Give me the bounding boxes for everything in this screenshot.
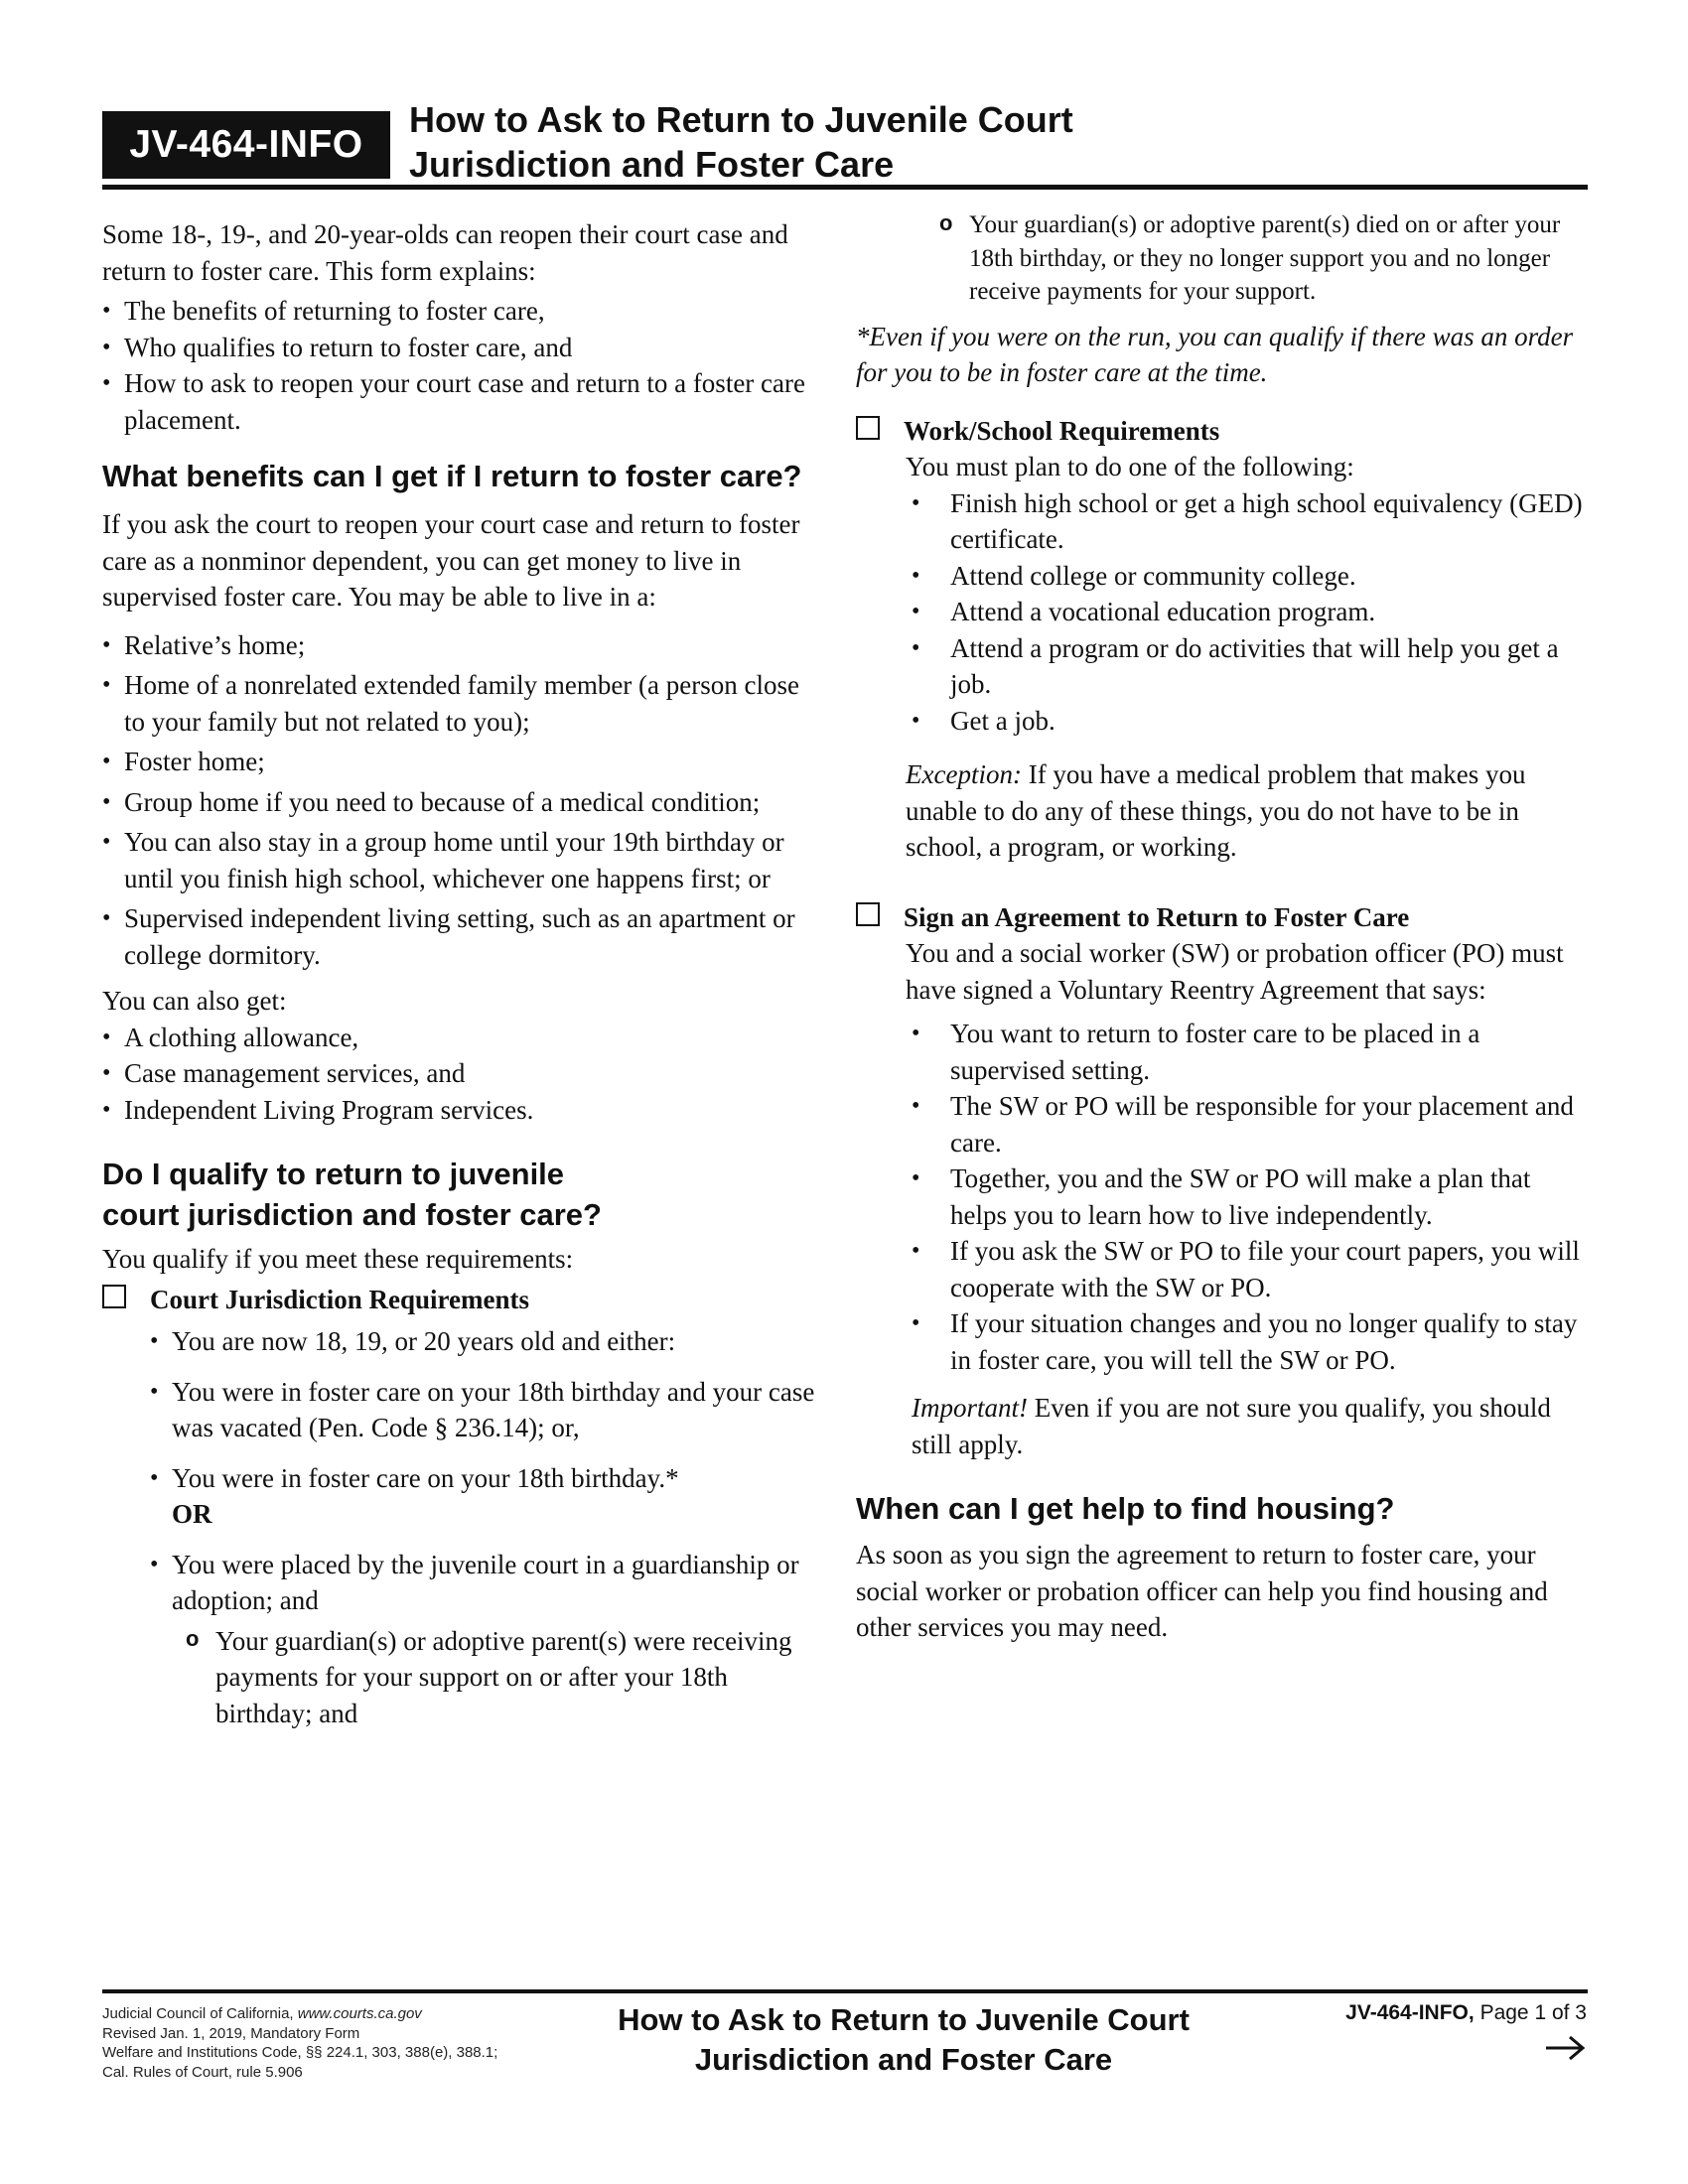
housing-text: As soon as you sign the agreement to return to foster care, your social worker or probation officer can help you find housing and other services you may need.: [856, 1540, 1548, 1642]
footer-website[interactable]: www.courts.ca.gov: [297, 2005, 422, 2022]
list-item: • Foster home;: [102, 744, 817, 780]
footer-code: Welfare and Institutions Code, §§ 224.1, 303, 388(e), 388.1;: [102, 2044, 498, 2061]
benefits-heading: What benefits can I get if I return to foster care?: [102, 459, 802, 493]
court-requirements-checkbox[interactable]: [102, 1285, 126, 1308]
agreement-row: [856, 899, 1591, 936]
list-item: • The SW or PO will be responsible for your placement and care.: [906, 1088, 1591, 1160]
list-item: • Attend a program or do activities that will help you get a job.: [906, 630, 1591, 703]
intro-list: [102, 293, 817, 438]
agreement-checkbox[interactable]: [856, 902, 880, 926]
list-item: • Group home if you need to because of a medical condition;: [102, 784, 817, 821]
work-list: [906, 485, 1591, 740]
qualify-heading: [102, 1154, 817, 1235]
work-requirements-heading: Work/School Requirements: [904, 415, 1220, 446]
exception-label: Exception:: [906, 759, 1022, 789]
footer-title: [556, 2000, 1251, 2080]
also-get-text: You can also get:: [102, 986, 287, 1016]
continued-sub-list: [856, 208, 1591, 309]
important-label: Important!: [912, 1393, 1028, 1423]
agreement-list: [906, 1016, 1591, 1378]
agreement-body: [856, 935, 1591, 1462]
work-intro: You must plan to do one of the following:: [906, 452, 1354, 481]
form-title-line1: How to Ask to Return to Juvenile Court: [409, 99, 1073, 140]
exception-body: If you have a medical problem that makes you unable to do any of these things, you do not have to be in school, a program, or working.: [906, 759, 1526, 862]
list-item: • Home of a nonrelated extended family member (a person close to your family but not related to you);: [102, 667, 817, 740]
qualify-heading-line2: court jurisdiction and foster care?: [102, 1197, 602, 1232]
footer-title-line2: Jurisdiction and Foster Care: [694, 2042, 1113, 2077]
or-label: OR: [172, 1499, 212, 1529]
footer-form-id: JV-464-INFO,: [1345, 2001, 1475, 2024]
list-item-text: You were in foster care on your 18th birthday.*: [172, 1462, 679, 1493]
form-title: [409, 97, 1303, 187]
list-item: • Who qualifies to return to foster care, and: [102, 330, 817, 366]
sub-list-item: o Your guardian(s) or adoptive parent(s) died on or after your 18th birthday, or they no longer support you and no longer receive payments for your support.: [937, 208, 1591, 309]
footer-rule: [102, 1989, 1588, 1993]
list-item: • A clothing allowance,: [102, 1020, 817, 1056]
agreement-heading: Sign an Agreement to Return to Foster Care: [904, 901, 1410, 932]
list-item: • Case management services, and: [102, 1055, 817, 1092]
run-note: *Even if you were on the run, you can qualify if there was an order for you to be in foster care at the time.: [856, 321, 1574, 387]
qualify-intro: You qualify if you meet these requirements:: [102, 1244, 574, 1274]
list-item: • The benefits of returning to foster care,: [102, 293, 817, 330]
living-options-list: [102, 627, 817, 974]
list-item: • Relative’s home;: [102, 627, 817, 664]
footer-council: Judicial Council of California,: [102, 2005, 298, 2022]
right-column: [856, 208, 1591, 1646]
benefits-text: If you ask the court to reopen your court case and return to foster care as a nonminor dependent, you can get money to live in supervised foster care. You may be able to live in a:: [102, 509, 800, 612]
list-item: • Independent Living Program services.: [102, 1092, 817, 1129]
list-item: • You were in foster care on your 18th birthday and your case was vacated (Pen. Code § 236.14); or,: [150, 1374, 817, 1446]
qualify-heading-line1: Do I qualify to return to juvenile: [102, 1157, 565, 1191]
form-title-line2: Jurisdiction and Foster Care: [409, 144, 895, 185]
list-item: • If you ask the SW or PO to file your court papers, you will cooperate with the SW or PO.: [906, 1233, 1591, 1305]
agreement-intro: You and a social worker (SW) or probation officer (PO) must have signed a Voluntary Reentry Agreement that says:: [906, 938, 1564, 1005]
footer-rules: Cal. Rules of Court, rule 5.906: [102, 2063, 303, 2081]
court-requirements-list: [102, 1323, 817, 1619]
court-sub-list: [102, 1623, 817, 1732]
also-get-list: [102, 1020, 817, 1129]
intro-text: Some 18-, 19-, and 20-year-olds can reopen their court case and return to foster care. This form explains:: [102, 219, 788, 286]
court-requirements-row: [102, 1282, 817, 1318]
list-item: • Get a job.: [906, 703, 1591, 740]
work-requirements-row: [856, 413, 1591, 450]
court-requirements-heading: Court Jurisdiction Requirements: [150, 1284, 529, 1314]
form-id: JV-464-INFO: [129, 123, 363, 166]
exception-text: [906, 756, 1591, 866]
list-item: • Together, you and the SW or PO will make a plan that helps you to learn how to live independently.: [906, 1160, 1591, 1233]
left-column: [102, 216, 817, 1731]
list-item: • You want to return to foster care to be placed in a supervised setting.: [906, 1016, 1591, 1088]
footer-revised: Revised Jan. 1, 2019, Mandatory Form: [102, 2024, 360, 2042]
work-requirements-checkbox[interactable]: [856, 416, 880, 440]
housing-heading: When can I get help to find housing?: [856, 1491, 1395, 1526]
next-page-arrow-icon[interactable]: [1544, 2033, 1588, 2063]
form-id-box: [102, 111, 390, 179]
list-item: • Attend a vocational education program.: [906, 594, 1591, 630]
list-item: • How to ask to reopen your court case and return to a foster care placement.: [102, 365, 817, 438]
list-item: • Finish high school or get a high school equivalency (GED) certificate.: [906, 485, 1591, 558]
important-text: [906, 1390, 1591, 1462]
footer-page-info: [1251, 2001, 1587, 2025]
list-item: • If your situation changes and you no longer qualify to stay in foster care, you will tell the SW or PO.: [906, 1305, 1591, 1378]
header-rule: [102, 185, 1588, 190]
list-item: [150, 1460, 817, 1533]
footer-page-number: Page 1 of 3: [1474, 2001, 1587, 2024]
footer-citation: [102, 2004, 539, 2082]
important-body: Even if you are not sure you qualify, you should still apply.: [912, 1393, 1551, 1459]
work-requirements-body: [856, 449, 1591, 866]
footer-title-line1: How to Ask to Return to Juvenile Court: [618, 2002, 1190, 2037]
list-item: • You are now 18, 19, or 20 years old and either:: [150, 1323, 817, 1360]
footer-council-line: [102, 2004, 539, 2024]
list-item: • Attend college or community college.: [906, 558, 1591, 595]
list-item: • You can also stay in a group home until your 19th birthday or until you finish high school, whichever one happens first; or: [102, 824, 817, 896]
list-item: • Supervised independent living setting, such as an apartment or college dormitory.: [102, 900, 817, 973]
list-item: • You were placed by the juvenile court in a guardianship or adoption; and: [150, 1547, 817, 1619]
sub-list-item: o Your guardian(s) or adoptive parent(s) were receiving payments for your support on or after your 18th birthday; and: [184, 1623, 817, 1732]
